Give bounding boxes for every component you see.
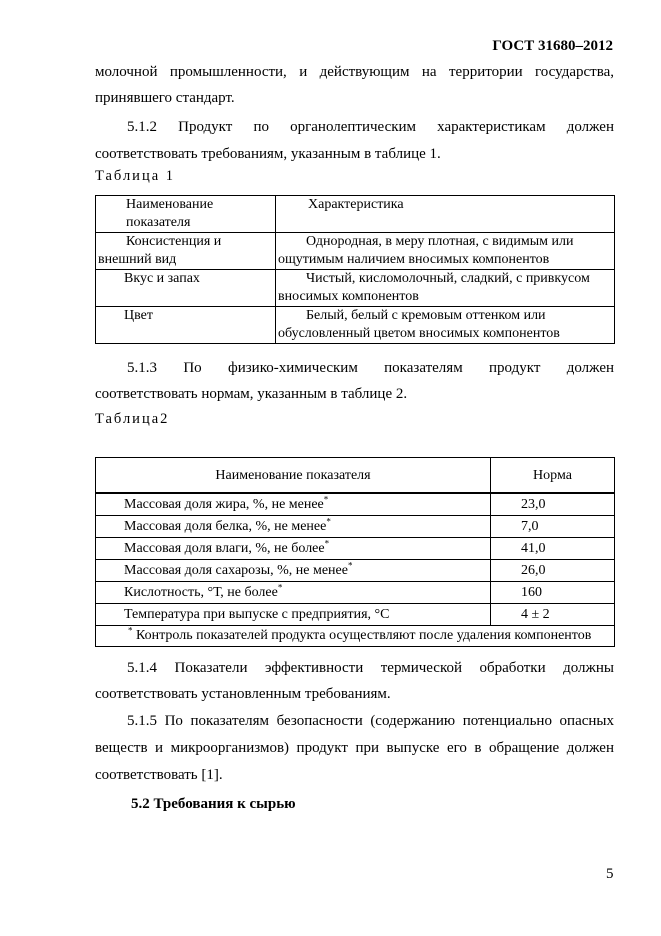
table-1	[95, 195, 615, 344]
table1-caption: Таблица 1	[95, 168, 176, 184]
footnote-mark: *	[347, 560, 353, 571]
table2-caption: Таблица2	[95, 411, 170, 427]
table-header-cell: Наименование показателя	[96, 458, 491, 494]
footnote-mark: *	[128, 625, 133, 636]
table-cell-value: Чистый, кисломолочный, сладкий, с привкусом вносимых компонентов	[276, 270, 615, 307]
table-row	[96, 233, 615, 270]
clause-512-line-2: соответствовать требованиям, указанным в таблице 1.	[95, 146, 441, 162]
table-cell-value: 4 ± 2	[491, 604, 615, 626]
clause-514-line-1: 5.1.4 Показатели эффективности термической обработки должны	[127, 660, 614, 676]
section-heading-52: 5.2 Требования к сырью	[131, 796, 296, 812]
clause-514-line-2: соответствовать установленным требованиям.	[95, 686, 391, 702]
table-cell-value: 41,0	[491, 538, 615, 560]
clause-513-line-1: 5.1.3 По физико-химическим показателям продукт должен	[127, 360, 614, 376]
clause-515-line-2: веществ и микроорганизмов) продукт при выпуске его в обращение должен	[95, 740, 614, 756]
footnote-mark: *	[326, 516, 331, 527]
standard-header: ГОСТ 31680–2012	[492, 38, 613, 54]
clause-513-line-2: соответствовать нормам, указанным в таблице 2.	[95, 386, 408, 402]
table-row	[96, 604, 615, 626]
table-footnote-row	[96, 626, 615, 647]
table-row	[96, 582, 615, 604]
table-header-cell: Характеристика	[276, 196, 615, 233]
clause-515-line-1: 5.1.5 По показателям безопасности (содержанию потенциально опасных	[127, 713, 614, 729]
table-row	[96, 307, 615, 344]
table-cell-name: Цвет	[96, 307, 276, 344]
table-cell-value: 23,0	[491, 493, 615, 516]
footnote-mark: *	[324, 538, 330, 549]
table-row	[96, 493, 615, 516]
table-cell-name: Массовая доля белка, %, не менее*	[96, 516, 491, 538]
table-footnote: * Контроль показателей продукта осуществляют после удаления компонентов	[96, 626, 615, 647]
footnote-mark: *	[323, 494, 329, 505]
clause-515-line-3: соответствовать [1].	[95, 767, 223, 783]
clause-512-line-1: 5.1.2 Продукт по органолептическим характеристикам должен	[127, 119, 614, 135]
table-cell-value: 26,0	[491, 560, 615, 582]
table-cell-name: Массовая доля жира, %, не менее*	[96, 493, 491, 516]
table-cell-value: 7,0	[491, 516, 615, 538]
table-header-cell: Наименование показателя	[96, 196, 276, 233]
table-header-cell: Норма	[491, 458, 615, 494]
intro-line-2: принявшего стандарт.	[95, 90, 235, 106]
table-header-row	[96, 458, 615, 494]
table-row	[96, 270, 615, 307]
table-header-row	[96, 196, 615, 233]
intro-line-1: молочной промышленности, и действующим на территории государства,	[95, 64, 614, 80]
table-cell-name: Консистенция и внешний вид	[96, 233, 276, 270]
table-row	[96, 538, 615, 560]
table-cell-name: Кислотность, °Т, не более*	[96, 582, 491, 604]
table-cell-name: Массовая доля сахарозы, %, не менее*	[96, 560, 491, 582]
table-cell-value: 160	[491, 582, 615, 604]
table-row	[96, 516, 615, 538]
page-number: 5	[606, 866, 614, 882]
table-cell-name: Температура при выпуске с предприятия, °С	[96, 604, 491, 626]
table-cell-name: Вкус и запах	[96, 270, 276, 307]
table-cell-value: Однородная, в меру плотная, с видимым или ощутимым наличием вносимых компонентов	[276, 233, 615, 270]
table-cell-value: Белый, белый с кремовым оттенком или обусловленный цветом вносимых компонентов	[276, 307, 615, 344]
table-2	[95, 457, 615, 647]
table-row	[96, 560, 615, 582]
footnote-mark: *	[277, 582, 283, 593]
table-cell-name: Массовая доля влаги, %, не более*	[96, 538, 491, 560]
